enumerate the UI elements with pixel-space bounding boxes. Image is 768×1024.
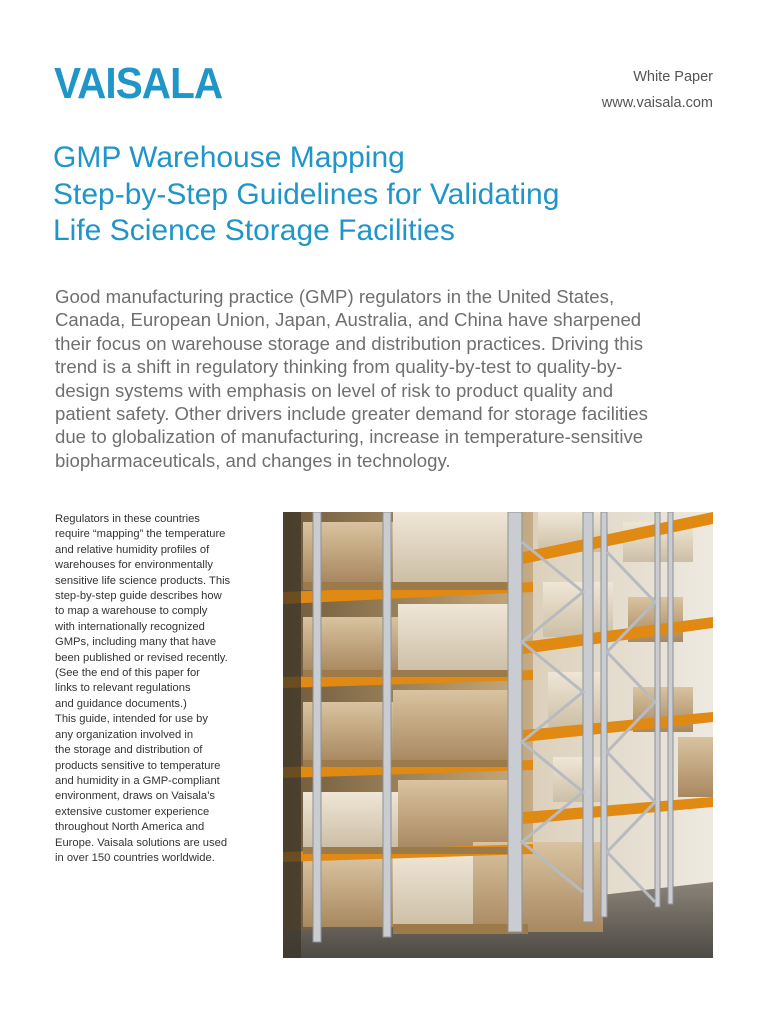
sidebar-line: and humidity in a GMP-compliant xyxy=(55,774,220,787)
intro-line: due to globalization of manufacturing, increase in temperature-sensitive xyxy=(55,426,644,448)
sidebar-line: in over 150 countries worldwide. xyxy=(55,851,215,864)
sidebar-line: step-by-step guide describes how xyxy=(55,590,222,603)
sidebar-line: with internationally recognized xyxy=(55,620,205,633)
title-line: Life Science Storage Facilities xyxy=(53,214,455,247)
sidebar-line: any organization involved in xyxy=(55,728,194,741)
intro-line: design systems with emphasis on level of risk to product quality and xyxy=(55,379,614,401)
sidebar-line: This guide, intended for use by xyxy=(55,713,208,726)
sidebar-line: Regulators in these countries xyxy=(55,513,200,525)
website-link[interactable]: www.vaisala.com xyxy=(601,95,713,111)
sidebar-line: GMPs, including many that have xyxy=(55,636,217,649)
sidebar-line: sensitive life science products. This xyxy=(55,574,231,587)
sidebar-line: and relative humidity profiles of xyxy=(55,543,210,556)
sidebar-line: links to relevant regulations xyxy=(55,682,191,695)
intro-line: biopharmaceuticals, and changes in technology. xyxy=(55,449,451,471)
sidebar-line: warehouses for environmentally xyxy=(55,559,213,572)
header-meta xyxy=(602,64,713,116)
sidebar-line: require “mapping” the temperature xyxy=(55,528,226,541)
sidebar-line: the storage and distribution of xyxy=(55,744,203,757)
sidebar-line: Europe. Vaisala solutions are used xyxy=(55,836,228,849)
sidebar-line: (See the end of this paper for xyxy=(55,667,200,680)
sidebar-line: and guidance documents.) xyxy=(55,697,187,710)
intro-line: trend is a shift in regulatory thinking from quality-by-test to quality-by- xyxy=(55,356,623,378)
intro-line: Canada, European Union, Japan, Australia, and China have sharpened xyxy=(55,309,642,331)
sidebar-line: products sensitive to temperature xyxy=(55,759,221,772)
sidebar-line: environment, draws on Vaisala’s xyxy=(55,790,216,803)
title-line: Step-by-Step Guidelines for Validating xyxy=(53,177,560,211)
vaisala-logo: VAISALA xyxy=(54,59,223,108)
warehouse-photo xyxy=(283,512,713,958)
sidebar-line: been published or revised recently. xyxy=(55,651,228,664)
sidebar-line: extensive customer experience xyxy=(55,805,210,818)
sidebar-text xyxy=(55,512,270,866)
title-line: GMP Warehouse Mapping xyxy=(53,141,405,174)
intro-line: their focus on warehouse storage and distribution practices. Driving this xyxy=(55,332,644,354)
intro-line: patient safety. Other drivers include greater demand for storage facilities xyxy=(55,403,648,425)
sidebar-line: throughout North America and xyxy=(55,821,205,834)
sidebar-line: to map a warehouse to comply xyxy=(55,605,208,618)
page-title xyxy=(53,140,733,250)
doc-type-label: White Paper xyxy=(633,69,713,85)
intro-paragraph xyxy=(55,285,725,472)
intro-line: Good manufacturing practice (GMP) regulators in the United States, xyxy=(55,286,615,307)
